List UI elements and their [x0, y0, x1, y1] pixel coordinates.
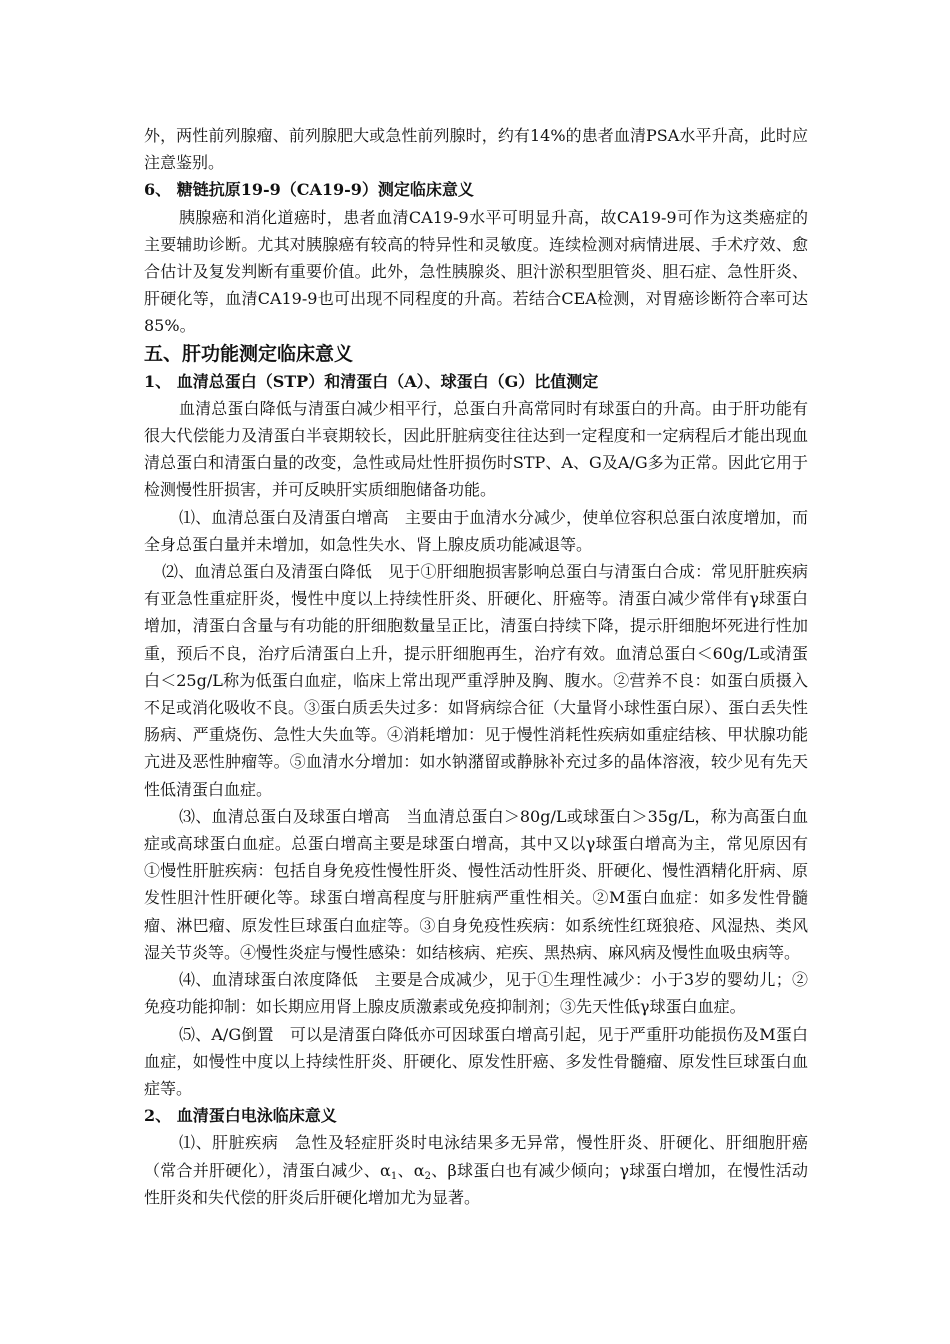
paragraph-psa-continued: 外，两性前列腺瘤、前列腺肥大或急性前列腺时，约有14%的患者血清PSA水平升高，此时应注意鉴别。 [144, 126, 808, 173]
heading-ca199: 6、 糖链抗原19-9（CA19-9）测定临床意义 [144, 180, 474, 200]
heading-section-liver-function: 五、肝功能测定临床意义 [144, 342, 354, 365]
paragraph-stp: 血清总蛋白降低与清蛋白减少相平行，总蛋白升高常同时有球蛋白的升高。由于肝功能有很大代偿能力及清蛋白半衰期较长，因此肝脏病变往往达到一定程度和一定病程后才能出现血清总蛋白和清蛋白量的改变，急性或局灶性肝损伤时STP、A、G及A/G多为正常。因此它用于检测慢性肝损害，并可反映肝实质细胞储备功能。 [144, 398, 808, 500]
heading-electrophoresis: 2、 血清蛋白电泳临床意义 [144, 1106, 337, 1126]
paragraph-item-2: ⑵、血清总蛋白及清蛋白降低 见于①肝细胞损害影响总蛋白与清蛋白合成：常见肝脏疾病有亚急性重症肝炎，慢性中度以上持续性肝炎、肝硬化、肝癌等。清蛋白减少常伴有γ球蛋白增加，清蛋白含量与有功能的肝细胞数量呈正比，清蛋白持续下降，提示肝细胞坏死进行性加重，预后不良，治疗后清蛋白上升，提示肝细胞再生，治疗有效。血清总蛋白＜60g/L或清蛋白＜25g/L称为低蛋白血症，临床上常出现严重浮肿及胸、腹水。②营养不良：如蛋白质摄入不足或消化吸收不良。③蛋白质丢失过多：如肾病综合征（大量肾小球性蛋白尿）、蛋白丢失性肠病、严重烧伤、急性大失血等。④消耗增加：见于慢性消耗性疾病如重症结核、甲状腺功能亢进及恶性肿瘤等。⑤血清水分增加：如水钠潴留或静脉补充过多的晶体溶液，较少见有先天性低清蛋白血症。 [144, 562, 809, 799]
electro-text-c: 、β球蛋白也有减少倾向；γ球蛋白增加，在慢性活动性肝炎和失代偿的肝炎后肝硬化增加尤为显著。 [144, 1160, 808, 1207]
electro-text-a: ⑴、肝脏疾病 急性及轻症肝炎时电泳结果多无异常，慢性肝炎、肝硬化、肝细胞肝癌（常合并肝硬化），清蛋白减少、α [144, 1133, 808, 1180]
heading-stp: 1、 血清总蛋白（STP）和清蛋白（A）、球蛋白（G）比值测定 [144, 371, 599, 391]
alpha-subscript-1: 1 [390, 1170, 398, 1182]
paragraph-item-3: ⑶、血清总蛋白及球蛋白增高 当血清总蛋白＞80g/L或球蛋白＞35g/L，称为高蛋白血症或高球蛋白血症。总蛋白增高主要是球蛋白增高，其中又以γ球蛋白增高为主，常见原因有①慢性肝脏疾病：包括自身免疫性慢性肝炎、慢性活动性肝炎、肝硬化、慢性酒精化肝病、原发性胆汁性肝硬化等。球蛋白增高程度与肝脏病严重性相关。②M蛋白血症：如多发性骨髓瘤、淋巴瘤、原发性巨球蛋白血症等。③自身免疫性疾病：如系统性红斑狼疮、风湿热、类风湿关节炎等。④慢性炎症与慢性感染：如结核病、疟疾、黑热病、麻风病及慢性血吸虫病等。 [144, 806, 808, 962]
electro-text-b: 、α [397, 1160, 425, 1180]
paragraph-electrophoresis [144, 1129, 808, 1211]
paragraph-item-1: ⑴、血清总蛋白及清蛋白增高 主要由于血清水分减少，使单位容积总蛋白浓度增加，而全身总蛋白量并未增加，如急性失水、肾上腺皮质功能减退等。 [144, 507, 808, 554]
paragraph-item-5: ⑸、A/G倒置 可以是清蛋白降低亦可因球蛋白增高引起，见于严重肝功能损伤及M蛋白血症，如慢性中度以上持续性肝炎、肝硬化、原发性肝癌、多发性骨髓瘤、原发性巨球蛋白血症等。 [144, 1024, 808, 1098]
document-body [144, 122, 808, 1211]
alpha-subscript-2: 2 [424, 1170, 431, 1182]
paragraph-ca199: 胰腺癌和消化道癌时，患者血清CA19-9水平可明显升高，故CA19-9可作为这类癌症的主要辅助诊断。尤其对胰腺癌有较高的特异性和灵敏度。连续检测对病情进展、手术疗效、愈合估计及复发判断有重要价值。此外，急性胰腺炎、胆汁淤积型胆管炎、胆石症、急性肝炎、肝硬化等，血清CA19-9也可出现不同程度的升高。若结合CEA检测，对胃癌诊断符合率可达85%。 [144, 207, 808, 336]
paragraph-item-4: ⑷、血清球蛋白浓度降低 主要是合成减少，见于①生理性减少：小于3岁的婴幼儿；②免疫功能抑制：如长期应用肾上腺皮质激素或免疫抑制剂；③先天性低γ球蛋白血症。 [144, 970, 808, 1017]
